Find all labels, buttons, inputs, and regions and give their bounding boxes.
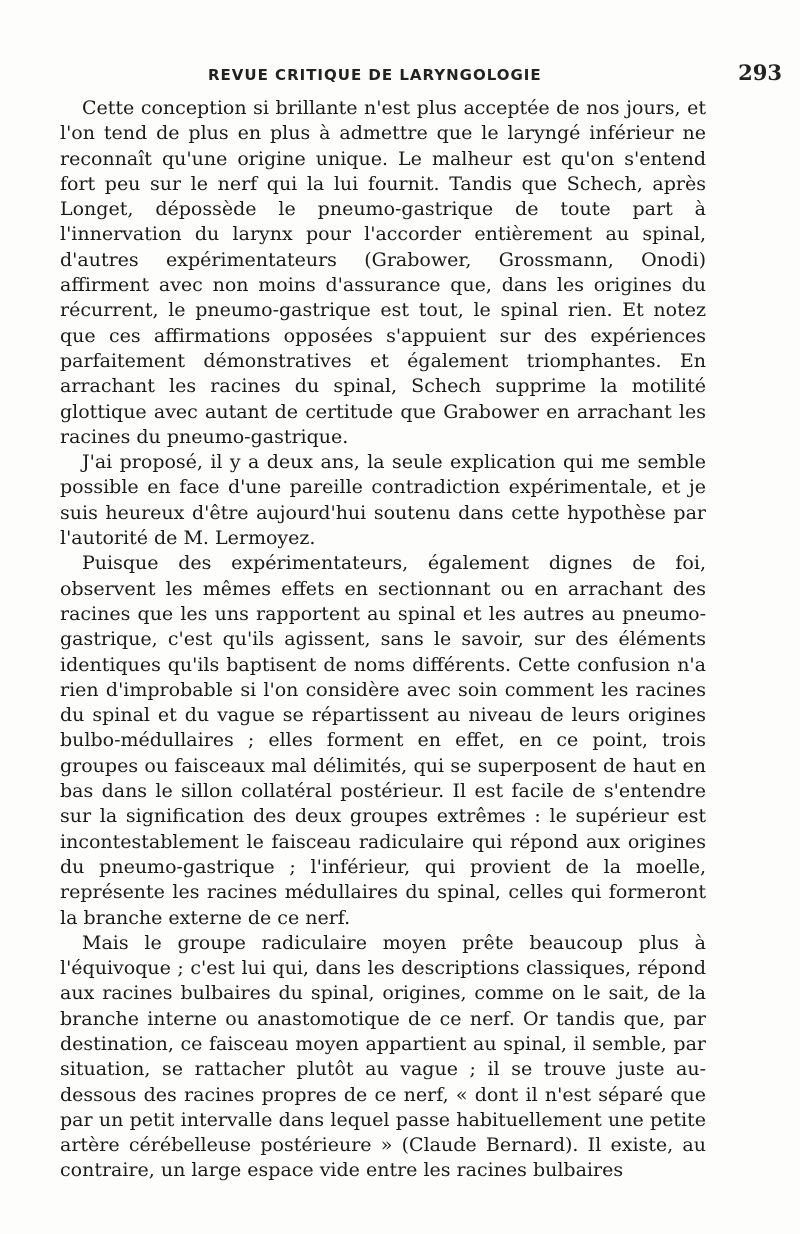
- paragraph: Puisque des expérimentateurs, également dignes de foi, observent les mêmes effets en sectionnant ou en arrachant des racines que les uns rapportent au spinal et les autres au pneumo-gastrique, c'est qu'ils agissent, sans le savoir, sur des éléments identiques qu'ils baptisent de noms différents. Cette confusion n'a rien d'improbable si l'on considère avec soin comment les racines du spinal et du vague se répartissent au niveau de leurs origines bulbo-médullaires ; elles forment en effet, en ce point, trois groupes ou faisceaux mal délimités, qui se superposent de haut en bas dans le sillon collatéral postérieur. Il est facile de s'entendre sur la signification des deux groupes extrêmes : le supérieur est incontestablement le faisceau radiculaire qui répond aux origines du pneumo-gastrique ; l'inférieur, qui provient de la moelle, représente les racines médullaires du spinal, celles qui formeront la branche externe de ce nerf.: [60, 552, 706, 929]
- paragraph: Cette conception si brillante n'est plus acceptée de nos jours, et l'on tend de plus en plus à admettre que le laryngé inférieur ne reconnaît qu'une origine unique. Le malheur est qu'on s'entend fort peu sur le nerf qui la lui fournit. Tandis que Schech, après Longet, dépossède le pneumo-gastrique de toute part à l'innervation du larynx pour l'accorder entièrement au spinal, d'autres expérimentateurs (Grabower, Grossmann, Onodi) affirment avec non moins d'assurance que, dans les origines du récurrent, le pneumo-gastrique est tout, le spinal rien. Et notez que ces affirmations opposées s'appuient sur des expériences parfaitement démonstratives et également triomphantes. En arrachant les racines du spinal, Schech supprime la motilité glottique avec autant de certitude que Grabower en arrachant les racines du pneumo-gastrique.: [60, 97, 706, 448]
- running-head: [60, 60, 782, 92]
- running-head-title: REVUE CRITIQUE DE LARYNGOLOGIE: [208, 66, 542, 84]
- paragraph: Mais le groupe radiculaire moyen prête beaucoup plus à l'équivoque ; c'est lui qui, dans les descriptions classiques, répond aux racines bulbaires du spinal, origines, comme on le sait, de la branche interne ou anastomotique de ce nerf. Or tandis que, par destination, ce faisceau moyen appartient au spinal, il semble, par situation, se rattacher plutôt au vague ; il se trouve juste au-dessous des racines propres de ce nerf, « dont il n'est séparé que par un petit intervalle dans lequel passe habituellement une petite artère cérébelleuse postérieure » (Claude Bernard). Il existe, au contraire, un large espace vide entre les racines bulbaires: [60, 931, 706, 1182]
- page-number: 293: [738, 60, 782, 85]
- body-text: [60, 96, 706, 1184]
- paragraph: J'ai proposé, il y a deux ans, la seule explication qui me semble possible en face d'une pareille contradiction expérimentale, et je suis heureux d'être aujourd'hui soutenu dans cette hypothèse par l'autorité de M. Lermoyez.: [60, 451, 706, 550]
